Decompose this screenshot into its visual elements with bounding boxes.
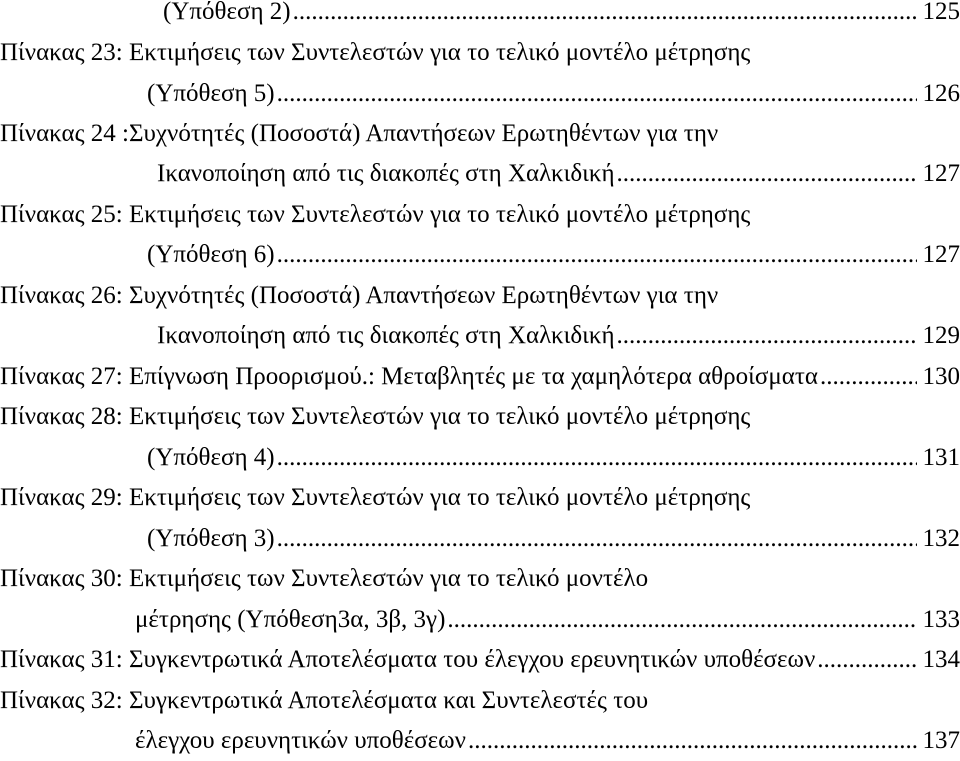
toc-page-number: 125	[923, 0, 960, 32]
toc-leader-dots	[617, 154, 917, 194]
toc-entry-continuation[interactable]	[0, 600, 960, 640]
toc-leader-dots	[277, 235, 917, 275]
toc-page-number: 127	[923, 235, 960, 275]
toc-page-number: 133	[923, 600, 960, 640]
toc-entry-title: (Υπόθεση 6)	[147, 235, 275, 275]
toc-leader-dots	[820, 357, 917, 397]
toc-entry-title: (Υπόθεση 4)	[147, 438, 275, 478]
toc-entry-continuation[interactable]	[0, 316, 960, 356]
toc-entry-continuation[interactable]	[0, 235, 960, 275]
toc-entry-title-line[interactable]	[0, 33, 960, 73]
toc-entry-title: Πίνακας 25: Εκτιμήσεις των Συντελεστών για το τελικό μοντέλο μέτρησης	[0, 195, 750, 235]
toc-leader-dots	[277, 438, 917, 478]
toc-page-number: 126	[923, 74, 960, 114]
toc-entry-continuation[interactable]	[0, 438, 960, 478]
toc-leader-dots	[617, 316, 917, 356]
toc-entry-title: Πίνακας 28: Εκτιμήσεις των Συντελεστών για το τελικό μοντέλο μέτρησης	[0, 397, 750, 437]
toc-entry-title: Πίνακας 26: Συχνότητές (Ποσοστά) Απαντήσεων Ερωτηθέντων για την	[0, 276, 718, 316]
toc-page-number: 127	[923, 154, 960, 194]
toc-entry-title: (Υπόθεση 2)	[163, 0, 291, 32]
toc-page-number: 132	[923, 519, 960, 559]
toc-page-number: 130	[923, 357, 960, 397]
toc-entry-continuation[interactable]	[0, 0, 960, 32]
toc-entry-title: Ικανοποίηση από τις διακοπές στη Χαλκιδική	[157, 154, 615, 194]
toc-entry-title-line[interactable]	[0, 114, 960, 154]
toc-entry-title: Πίνακας 23: Εκτιμήσεις των Συντελεστών για το τελικό μοντέλο μέτρησης	[0, 33, 750, 73]
toc-entry-title: Ικανοποίηση από τις διακοπές στη Χαλκιδική	[157, 316, 615, 356]
toc-entry-title-line[interactable]	[0, 195, 960, 235]
toc-leader-dots	[817, 640, 916, 680]
toc-entry-title: (Υπόθεση 5)	[147, 74, 275, 114]
toc-entry-continuation[interactable]	[0, 721, 960, 761]
toc-entry-title: Πίνακας 31: Συγκεντρωτικά Αποτελέσματα του έλεγχου ερευνητικών υποθέσεων	[0, 640, 815, 680]
toc-leader-dots	[447, 600, 916, 640]
toc-entry-title: Πίνακας 30: Εκτιμήσεις των Συντελεστών για το τελικό μοντέλο	[0, 559, 648, 599]
toc-entry-title: (Υπόθεση 3)	[147, 519, 275, 559]
toc-entry-title: Πίνακας 24 :Συχνότητές (Ποσοστά) Απαντήσεων Ερωτηθέντων για την	[0, 114, 718, 154]
toc-entry-continuation[interactable]	[0, 154, 960, 194]
toc-page-number: 137	[923, 721, 960, 761]
toc-page-number: 134	[923, 640, 960, 680]
toc-entry-continuation[interactable]	[0, 74, 960, 114]
toc-leader-dots	[277, 74, 917, 114]
toc-entry-title: Πίνακας 29: Εκτιμήσεις των Συντελεστών για το τελικό μοντέλο μέτρησης	[0, 478, 750, 518]
toc-entry[interactable]	[0, 357, 960, 397]
toc-leader-dots	[277, 519, 917, 559]
toc-entry-title-line[interactable]	[0, 478, 960, 518]
toc-entry-title: Πίνακας 27: Επίγνωση Προορισμού.: Μεταβλητές με τα χαμηλότερα αθροίσματα	[0, 357, 818, 397]
toc-entry-title: έλεγχου ερευνητικών υποθέσεων	[135, 721, 466, 761]
toc-entry-title-line[interactable]	[0, 276, 960, 316]
toc-leader-dots	[468, 721, 917, 761]
toc-entry-title: Πίνακας 32: Συγκεντρωτικά Αποτελέσματα και Συντελεστές του	[0, 681, 648, 721]
toc-entry[interactable]	[0, 640, 960, 680]
toc-entry-title: μέτρησης (Υπόθεση3α, 3β, 3γ)	[135, 600, 445, 640]
toc-entry-title-line[interactable]	[0, 681, 960, 721]
toc-page-number: 129	[923, 316, 960, 356]
toc-entry-continuation[interactable]	[0, 519, 960, 559]
toc-entry-title-line[interactable]	[0, 397, 960, 437]
toc-leader-dots	[293, 0, 917, 32]
toc-page-number: 131	[923, 438, 960, 478]
toc-entry-title-line[interactable]	[0, 559, 960, 599]
